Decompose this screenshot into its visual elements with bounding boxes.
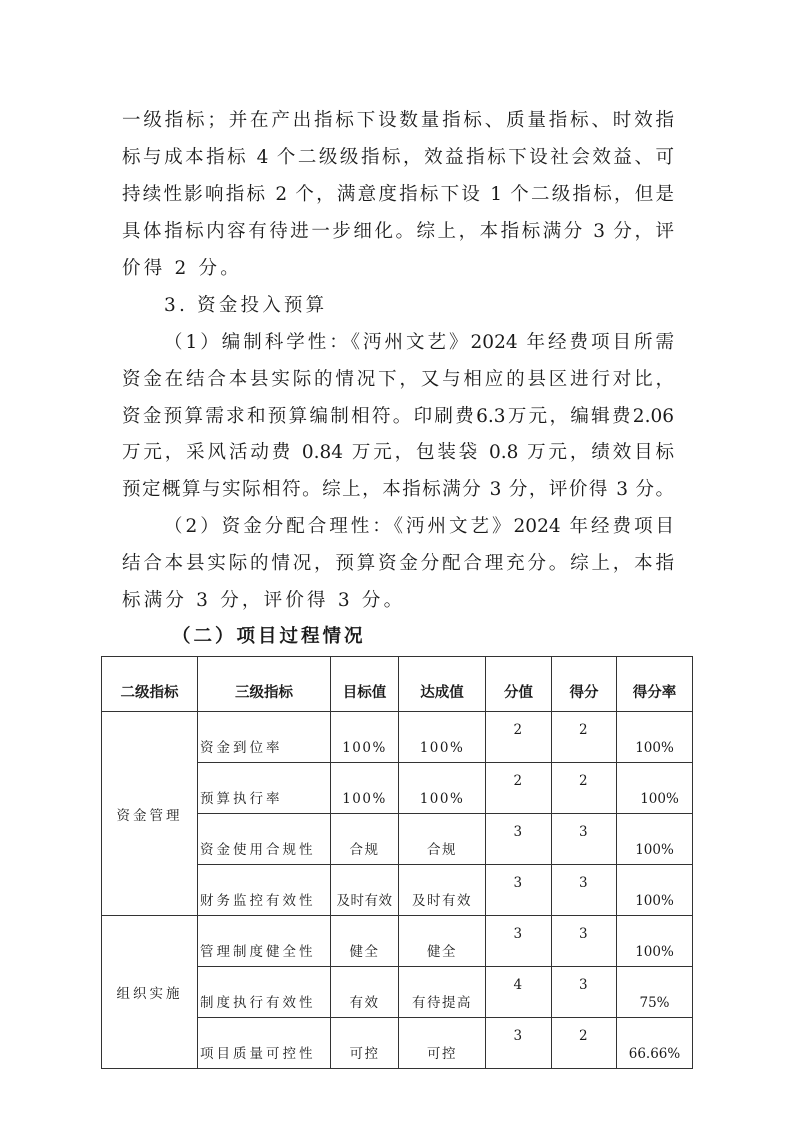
score-value-cell: 4 bbox=[486, 967, 552, 1018]
paragraph-line: 资金预算需求和预算编制相符。印刷费6.3万元，编辑费2.06 bbox=[122, 406, 674, 427]
header-score: 得分 bbox=[552, 657, 617, 712]
actual-cell: 合规 bbox=[399, 814, 486, 865]
header-target: 目标值 bbox=[331, 657, 399, 712]
level2-cell: 资金管理 bbox=[102, 712, 198, 916]
score-value-cell: 2 bbox=[486, 712, 552, 763]
rate-cell: 100% bbox=[617, 763, 693, 814]
section-heading: （二）项目过程情况 bbox=[172, 626, 366, 647]
target-cell: 健全 bbox=[331, 916, 399, 967]
paragraph-line: 标与成本指标 4 个二级级指标，效益指标下设社会效益、可 bbox=[122, 147, 674, 168]
score-cell: 2 bbox=[552, 712, 617, 763]
score-value-cell: 3 bbox=[486, 1018, 552, 1069]
table-row bbox=[102, 916, 693, 967]
table-header-row bbox=[102, 657, 693, 712]
paragraph-line: 一级指标；并在产出指标下设数量指标、质量指标、时效指 bbox=[122, 110, 674, 131]
actual-cell: 100% bbox=[399, 712, 486, 763]
header-actual: 达成值 bbox=[399, 657, 486, 712]
paragraph-line: 预定概算与实际相符。综上，本指标满分 3 分，评价得 3 分。 bbox=[122, 479, 674, 500]
level3-cell: 项目质量可控性 bbox=[198, 1018, 331, 1069]
score-cell: 3 bbox=[552, 814, 617, 865]
level2-cell: 组织实施 bbox=[102, 916, 198, 1069]
paragraph-line: 持续性影响指标 2 个，满意度指标下设 1 个二级指标，但是 bbox=[122, 184, 674, 205]
score-cell: 2 bbox=[552, 1018, 617, 1069]
section-title: 3. 资金投入预算 bbox=[164, 295, 328, 316]
paragraph-line: 价得 2 分。 bbox=[122, 258, 242, 279]
level3-cell: 管理制度健全性 bbox=[198, 916, 331, 967]
rate-cell: 100% bbox=[617, 712, 693, 763]
score-cell: 2 bbox=[552, 763, 617, 814]
actual-cell: 健全 bbox=[399, 916, 486, 967]
paragraph-line: （2）资金分配合理性：《沔州文艺》2024 年经费项目 bbox=[164, 516, 674, 537]
score-cell: 3 bbox=[552, 916, 617, 967]
level3-cell: 资金使用合规性 bbox=[198, 814, 331, 865]
score-value-cell: 3 bbox=[486, 916, 552, 967]
score-value-cell: 3 bbox=[486, 814, 552, 865]
target-cell: 100% bbox=[331, 712, 399, 763]
rate-cell: 100% bbox=[617, 814, 693, 865]
actual-cell: 有待提高 bbox=[399, 967, 486, 1018]
target-cell: 及时有效 bbox=[331, 865, 399, 916]
actual-cell: 及时有效 bbox=[399, 865, 486, 916]
table-row bbox=[102, 712, 693, 763]
paragraph-line: 结合本县实际的情况，预算资金分配合理充分。综上，本指 bbox=[122, 553, 674, 574]
target-cell: 合规 bbox=[331, 814, 399, 865]
target-cell: 100% bbox=[331, 763, 399, 814]
rate-cell: 66.66% bbox=[617, 1018, 693, 1069]
header-level3: 三级指标 bbox=[198, 657, 331, 712]
paragraph-line: （1）编制科学性：《沔州文艺》2024 年经费项目所需 bbox=[164, 332, 674, 353]
score-value-cell: 3 bbox=[486, 865, 552, 916]
paragraph-line: 标满分 3 分，评价得 3 分。 bbox=[122, 590, 406, 611]
rate-cell: 100% bbox=[617, 916, 693, 967]
target-cell: 可控 bbox=[331, 1018, 399, 1069]
header-level2: 二级指标 bbox=[102, 657, 198, 712]
score-value-cell: 2 bbox=[486, 763, 552, 814]
rate-cell: 75% bbox=[617, 967, 693, 1018]
rate-cell: 100% bbox=[617, 865, 693, 916]
actual-cell: 100% bbox=[399, 763, 486, 814]
level3-cell: 财务监控有效性 bbox=[198, 865, 331, 916]
header-score-value: 分值 bbox=[486, 657, 552, 712]
process-evaluation-table bbox=[101, 656, 693, 1069]
paragraph-line: 资金在结合本县实际的情况下，又与相应的县区进行对比， bbox=[122, 369, 674, 390]
level3-cell: 资金到位率 bbox=[198, 712, 331, 763]
score-cell: 3 bbox=[552, 865, 617, 916]
header-rate: 得分率 bbox=[617, 657, 693, 712]
score-cell: 3 bbox=[552, 967, 617, 1018]
target-cell: 有效 bbox=[331, 967, 399, 1018]
level3-cell: 制度执行有效性 bbox=[198, 967, 331, 1018]
paragraph-line: 具体指标内容有待进一步细化。综上，本指标满分 3 分，评 bbox=[122, 221, 674, 242]
level3-cell: 预算执行率 bbox=[198, 763, 331, 814]
actual-cell: 可控 bbox=[399, 1018, 486, 1069]
paragraph-line: 万元，采风活动费 0.84 万元，包装袋 0.8 万元，绩效目标 bbox=[122, 442, 674, 463]
